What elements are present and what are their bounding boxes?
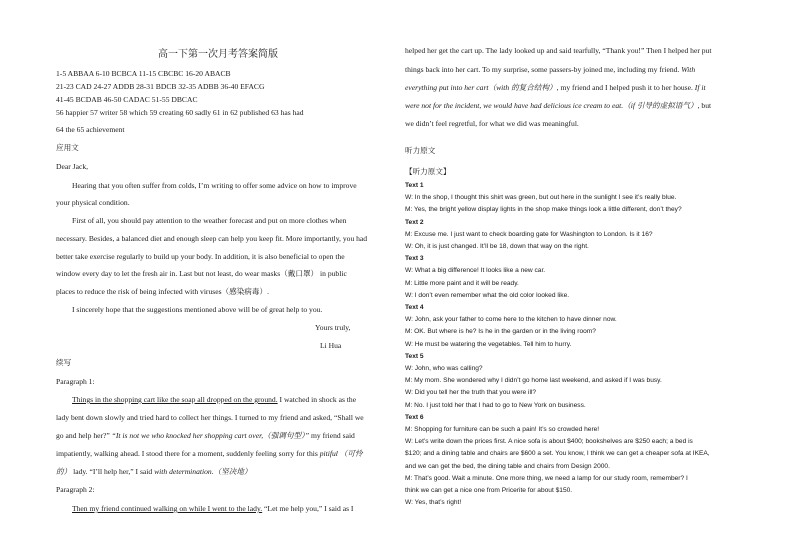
transcript-text-heading: Text 5: [405, 352, 424, 360]
transcript-text-heading: Text 4: [405, 304, 424, 311]
section-heading-letter: 应用文: [56, 143, 79, 152]
continuation-line: lady bent down slowly and tried hard to collect her things. I turned to my friend and asked, “Shall we: [56, 413, 364, 422]
answer-line-1: 1-5 ABBAA 6-10 BCBCA 11-15 CBCBC 16-20 ABACB: [56, 69, 231, 78]
underlined-opening-sentence: Things in the shopping cart like the soap all dropped on the ground.: [72, 395, 278, 404]
paragraph-2-label: Paragraph 2:: [56, 485, 95, 494]
transcript-text-heading: Text 1: [405, 182, 424, 189]
transcript-line: M: OK. But where is he? Is he in the garden or in the living room?: [405, 328, 596, 336]
answer-line-4: 56 happier 57 writer 58 which 59 creating 60 sadly 61 in 62 published 63 has had: [56, 108, 304, 117]
transcript-text-heading: Text 2: [405, 218, 424, 226]
continuation-line: things back into her cart. To my surprise, some passers-by joined me, including my friend. With: [405, 65, 696, 74]
section-heading-continuation: 续写: [56, 358, 72, 367]
answer-line-2: 21-23 CAD 24-27 ADDB 28-31 BDCB 32-35 ADBB 36-40 EFACG: [56, 82, 265, 91]
letter-closing: Yours truly,: [315, 323, 351, 332]
transcript-line: M: Excuse me. I just want to check boarding gate for Washington to London. Is it 16?: [405, 230, 653, 238]
listening-header: 【听力原文】: [405, 167, 451, 176]
letter-greeting: Dear Jack,: [56, 162, 89, 171]
transcript-line: W: Let’s write down the prices first. A nice sofa is about $400; bookshelves are $250 each; a bed is: [405, 438, 693, 446]
letter-line: your physical condition.: [56, 198, 130, 207]
document-title: 高一下第一次月考答案简版: [158, 49, 278, 60]
transcript-line: W: I don’t even remember what the old color looked like.: [405, 291, 570, 299]
transcript-line: W: Oh, it is just changed. It’ll be 18, down that way on the right.: [405, 243, 589, 250]
transcript-line: W: What a big difference! It looks like a new car.: [405, 267, 546, 275]
continuation-line: 的） lady. “I’ll help her,” I said with determination.（坚决地）: [56, 467, 252, 476]
paragraph-1-label: Paragraph 1:: [56, 377, 95, 386]
transcript-line: $120; and a dining table and chairs are $600 a set. You know, I think we can get a cheaper sofa at IKEA,: [405, 450, 710, 458]
letter-line: Hearing that you often suffer from colds, I’m writing to offer some advice on how to improve: [72, 181, 357, 190]
continuation-line: everything put into her cart（with 的复合结构）, my friend and I helped push it to her house. If it: [405, 83, 706, 92]
transcript-line: think we can get a nice one from Pricerite for about $150.: [405, 487, 573, 494]
transcript-line: W: Did you tell her the truth that you were ill?: [405, 389, 537, 397]
letter-signature: Li Hua: [320, 341, 342, 350]
transcript-line: W: John, ask your father to come here to the kitchen to have dinner now.: [405, 316, 617, 324]
transcript-line: and we can get the bed, the dining table and chairs from Design 2000.: [405, 462, 610, 470]
transcript-line: M: Shopping for furniture can be such a pain! It’s so crowded here!: [405, 426, 600, 433]
letter-line: I sincerely hope that the suggestions mentioned above will be of great help to you.: [72, 305, 323, 314]
transcript-text-heading: Text 3: [405, 255, 424, 263]
letter-line: better take exercise regularly to build up your body. In addition, it is also beneficial to open the: [56, 252, 345, 261]
letter-line: places to reduce the risk of being infected with viruses（感染病毒）.: [56, 287, 269, 296]
letter-line: necessary. Besides, a balanced diet and enough sleep can help you keep fit. More importantly, you had: [56, 234, 368, 243]
transcript-line: W: In the shop, I thought this shirt was green, but out here in the sunlight I see it’s really blue.: [405, 194, 677, 202]
transcript-line: W: He must be watering the vegetables. Tell him to hurry.: [405, 340, 572, 348]
answer-line-5: 64 the 65 achievement: [56, 125, 125, 134]
continuation-line: helped her get the cart up. The lady looked up and said tearfully, “Thank you!” Then I helped her put: [405, 46, 712, 55]
underlined-opening-sentence: Then my friend continued walking on while I went to the lady.: [72, 504, 263, 513]
letter-line: window every day to let the fresh air in. Last but not least, do wear masks（戴口罩） in public: [56, 269, 347, 278]
answer-line-3: 41-45 BCDAB 46-50 CADAC 51-55 DBCAC: [56, 95, 198, 104]
transcript-line: M: Yes, the bright yellow display lights in the shop make things look a little different, don’t they?: [405, 206, 682, 214]
transcript-text-heading: Text 6: [405, 413, 424, 421]
letter-line: First of all, you should pay attention to the weather forecast and put on more clothes when: [72, 216, 347, 225]
continuation-line: Things in the shopping cart like the soap all dropped on the ground. I watched in shock as the: [72, 395, 357, 404]
transcript-line: M: My mom. She wondered why I didn’t go home last weekend, and asked if I was busy.: [405, 377, 662, 385]
continuation-line: Then my friend continued walking on while I went to the lady. “Let me help you,” I said as I: [72, 504, 354, 513]
continuation-line: were not for the incident, we would have had delicious ice cream to eat.（if 引导的虚拟语气）, but: [405, 101, 712, 110]
transcript-line: M: That’s good. Wait a minute. One more thing, we need a lamp for our study room, remember? I: [405, 474, 688, 482]
transcript-line: W: Yes, that’s right!: [405, 499, 462, 507]
continuation-line: go and help her?” “It is not we who knocked her shopping cart over,（强调句型）” my friend said: [56, 431, 355, 440]
transcript-line: M: No. I just told her that I had to go to New York on business.: [405, 401, 586, 409]
continuation-line: impatiently, walking ahead. I stood there for a moment, suddenly feeling sorry for this pitiful （可怜: [56, 449, 363, 458]
transcript-line: M: Little more paint and it will be ready.: [405, 279, 519, 287]
transcript-line: W: John, who was calling?: [405, 365, 483, 372]
continuation-line: we didn’t feel regretful, for what we did was meaningful.: [405, 119, 579, 128]
section-heading-listening: 听力原文: [405, 146, 436, 155]
